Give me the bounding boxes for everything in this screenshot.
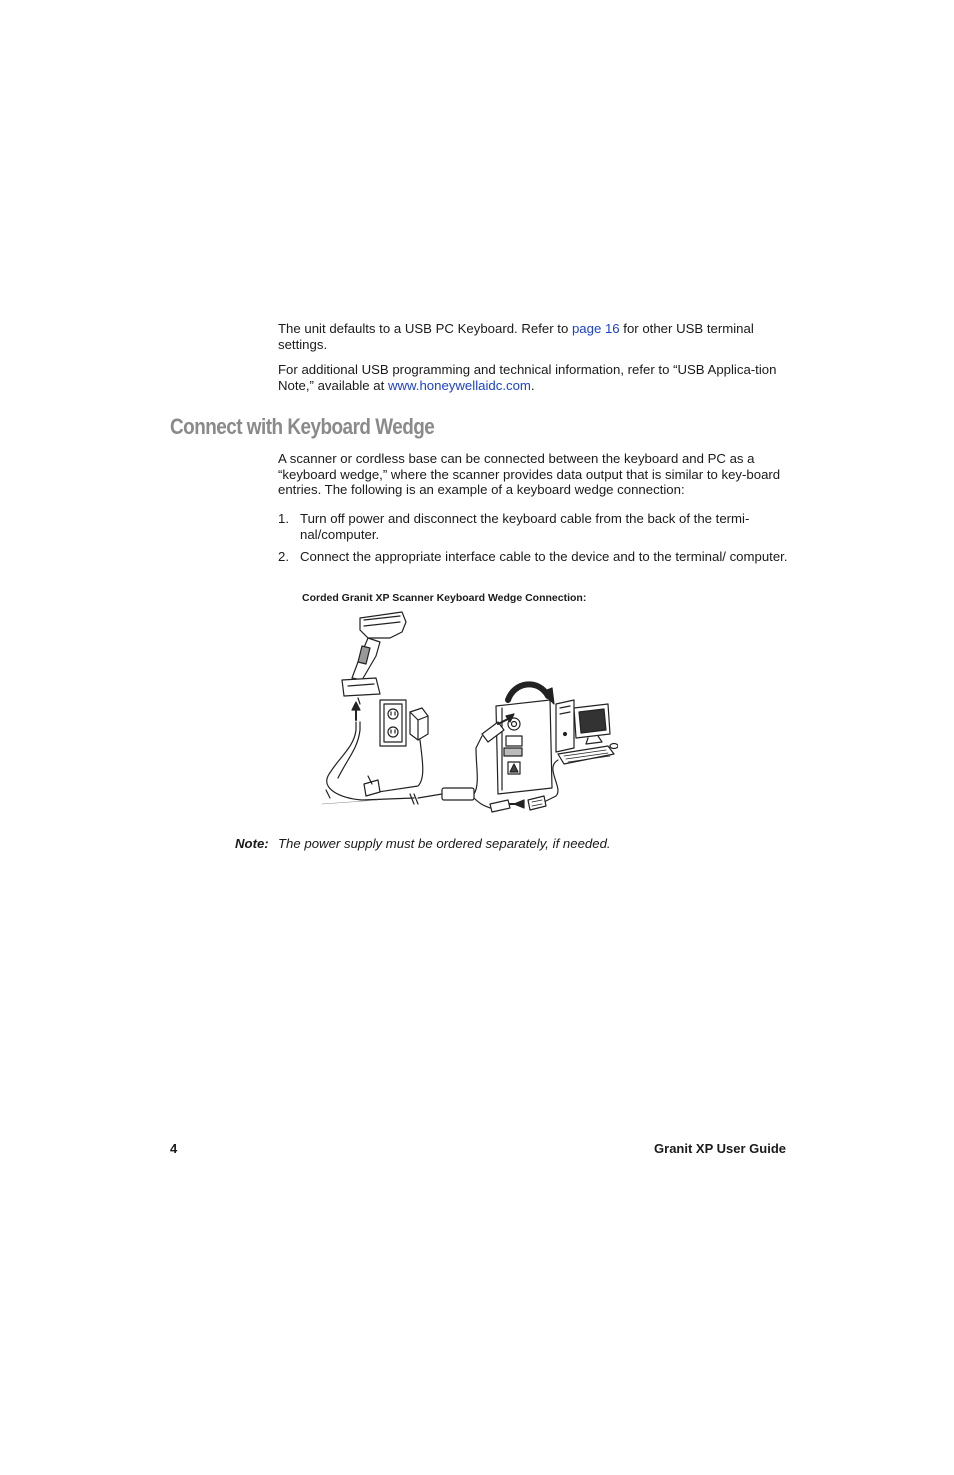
- section-heading: Connect with Keyboard Wedge: [170, 414, 435, 439]
- step-2: [278, 549, 788, 565]
- cable-module-icon: [442, 788, 474, 800]
- step-text: Connect the appropriate interface cable to the device and to the terminal/ computer.: [300, 549, 788, 564]
- page-number: 4: [170, 1141, 178, 1156]
- step-1: [278, 511, 788, 542]
- note-text: The power supply must be ordered separately, if needed.: [278, 836, 611, 851]
- scanner-icon: [342, 612, 406, 704]
- keyboard-wedge-connection-illustration: [318, 608, 618, 818]
- note-label: Note:: [235, 836, 269, 851]
- wall-outlet-icon: [380, 700, 406, 746]
- step-number: 1.: [278, 511, 289, 526]
- honeywell-website-link[interactable]: www.honeywellaidc.com: [387, 377, 531, 393]
- page-16-link[interactable]: page 16: [571, 321, 620, 336]
- computer-tower-icon: [556, 700, 574, 752]
- step-text: Turn off power and disconnect the keyboard cable from the back of the termi-nal/computer.: [300, 511, 750, 542]
- intro-paragraph-usb-default: The unit defaults to a USB PC Keyboard. Refer to page 16 for other USB terminal settings.: [278, 321, 754, 352]
- intro-paragraph-usb-info: For additional USB programming and technical information, refer to “USB Applica-tion Note,” available at www.honeywellaidc.com.: [278, 362, 777, 393]
- figure-caption: Corded Granit XP Scanner Keyboard Wedge Connection:: [302, 592, 587, 604]
- section-body: A scanner or cordless base can be connected between the keyboard and PC as a “keyboard wedge,” where the scanner provides data output that is similar to key-board entries. The following is an example of a keyboard wedge connection:: [278, 451, 781, 497]
- note: [235, 836, 611, 852]
- pc-back-panel-icon: [496, 700, 552, 794]
- monitor-icon: [574, 704, 610, 744]
- guide-title: Granit XP User Guide: [654, 1141, 786, 1156]
- step-number: 2.: [278, 549, 289, 564]
